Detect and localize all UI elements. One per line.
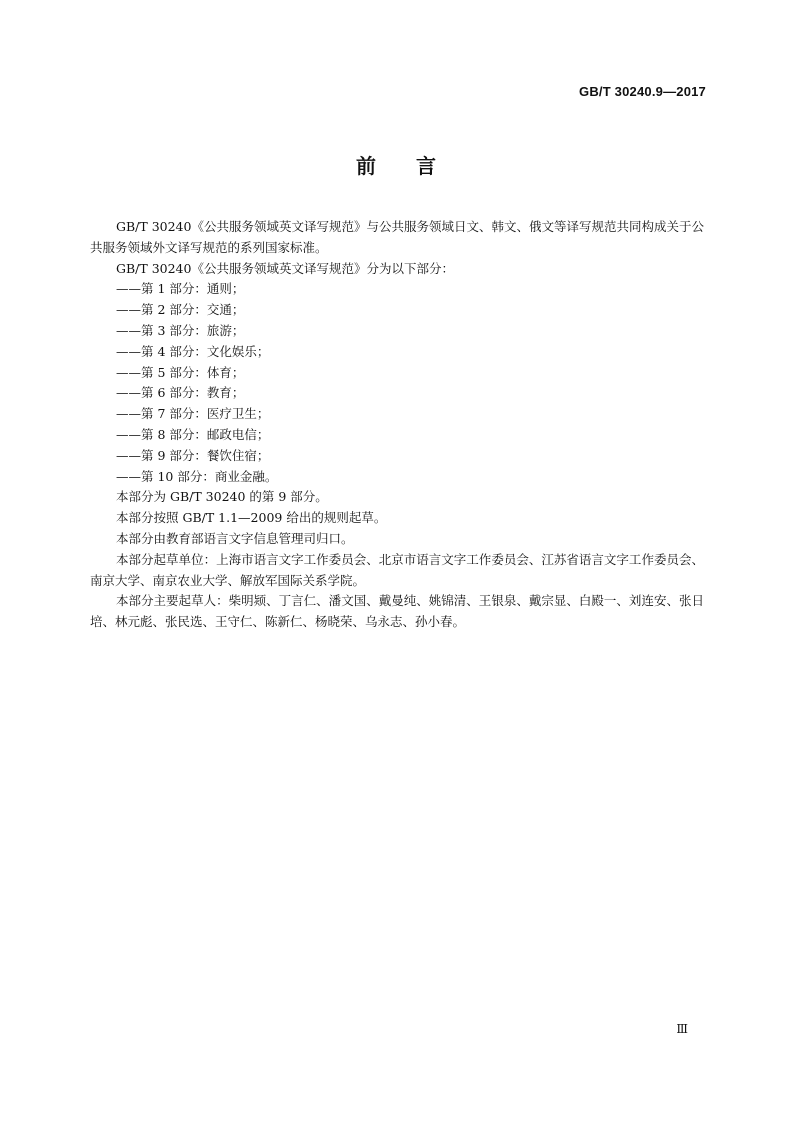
list-item-part-1: ——第 1 部分：通则； [116, 281, 245, 297]
page-number: Ⅲ [676, 1022, 688, 1036]
paragraph-part-number: 本部分为 GB/T 30240 的第 9 部分。 [116, 489, 328, 505]
paragraph-drafters: 本部分主要起草人：柴明颎、丁言仁、潘文国、戴曼纯、姚锦清、王银泉、戴宗显、白殿一、刘连安、张日培、林元彪、张民选、王守仁、陈新仁、杨晓荣、乌永志、孙小春。 [90, 593, 704, 630]
paragraph-administration: 本部分由教育部语言文字信息管理司归口。 [116, 530, 354, 546]
list-item-part-2: ——第 2 部分：交通； [116, 302, 245, 318]
list-item-part-6: ——第 6 部分：教育； [116, 385, 245, 401]
list-item-part-5: ——第 5 部分：体育； [116, 364, 245, 380]
list-item-part-4: ——第 4 部分：文化娱乐； [116, 343, 270, 359]
foreword-body [90, 217, 704, 633]
paragraph-drafting-units: 本部分起草单位：上海市语言文字工作委员会、北京市语言文字工作委员会、江苏省语言文字工作委员会、南京大学、南京农业大学、解放军国际关系学院。 [90, 551, 704, 588]
list-item-part-9: ——第 9 部分：餐饮住宿； [116, 447, 270, 463]
list-item-part-3: ——第 3 部分：旅游； [116, 322, 245, 338]
page-title [0, 150, 794, 179]
paragraph-intro: GB/T 30240《公共服务领域英文译写规范》与公共服务领域日文、韩文、俄文等译写规范共同构成关于公共服务领域外文译写规范的系列国家标准。 [90, 219, 704, 255]
list-item-part-8: ——第 8 部分：邮政电信； [116, 426, 270, 442]
list-item-part-10: ——第 10 部分：商业金融。 [116, 468, 278, 484]
title-char-1: 前 [356, 154, 378, 178]
document-code: GB/T 30240.9—2017 [579, 84, 706, 99]
title-char-2: 言 [416, 154, 438, 178]
paragraph-drafting-rules: 本部分按照 GB/T 1.1—2009 给出的规则起草。 [116, 510, 387, 526]
list-item-part-7: ——第 7 部分：医疗卫生； [116, 406, 270, 422]
paragraph-parts-lead: GB/T 30240《公共服务领域英文译写规范》分为以下部分： [116, 260, 454, 276]
